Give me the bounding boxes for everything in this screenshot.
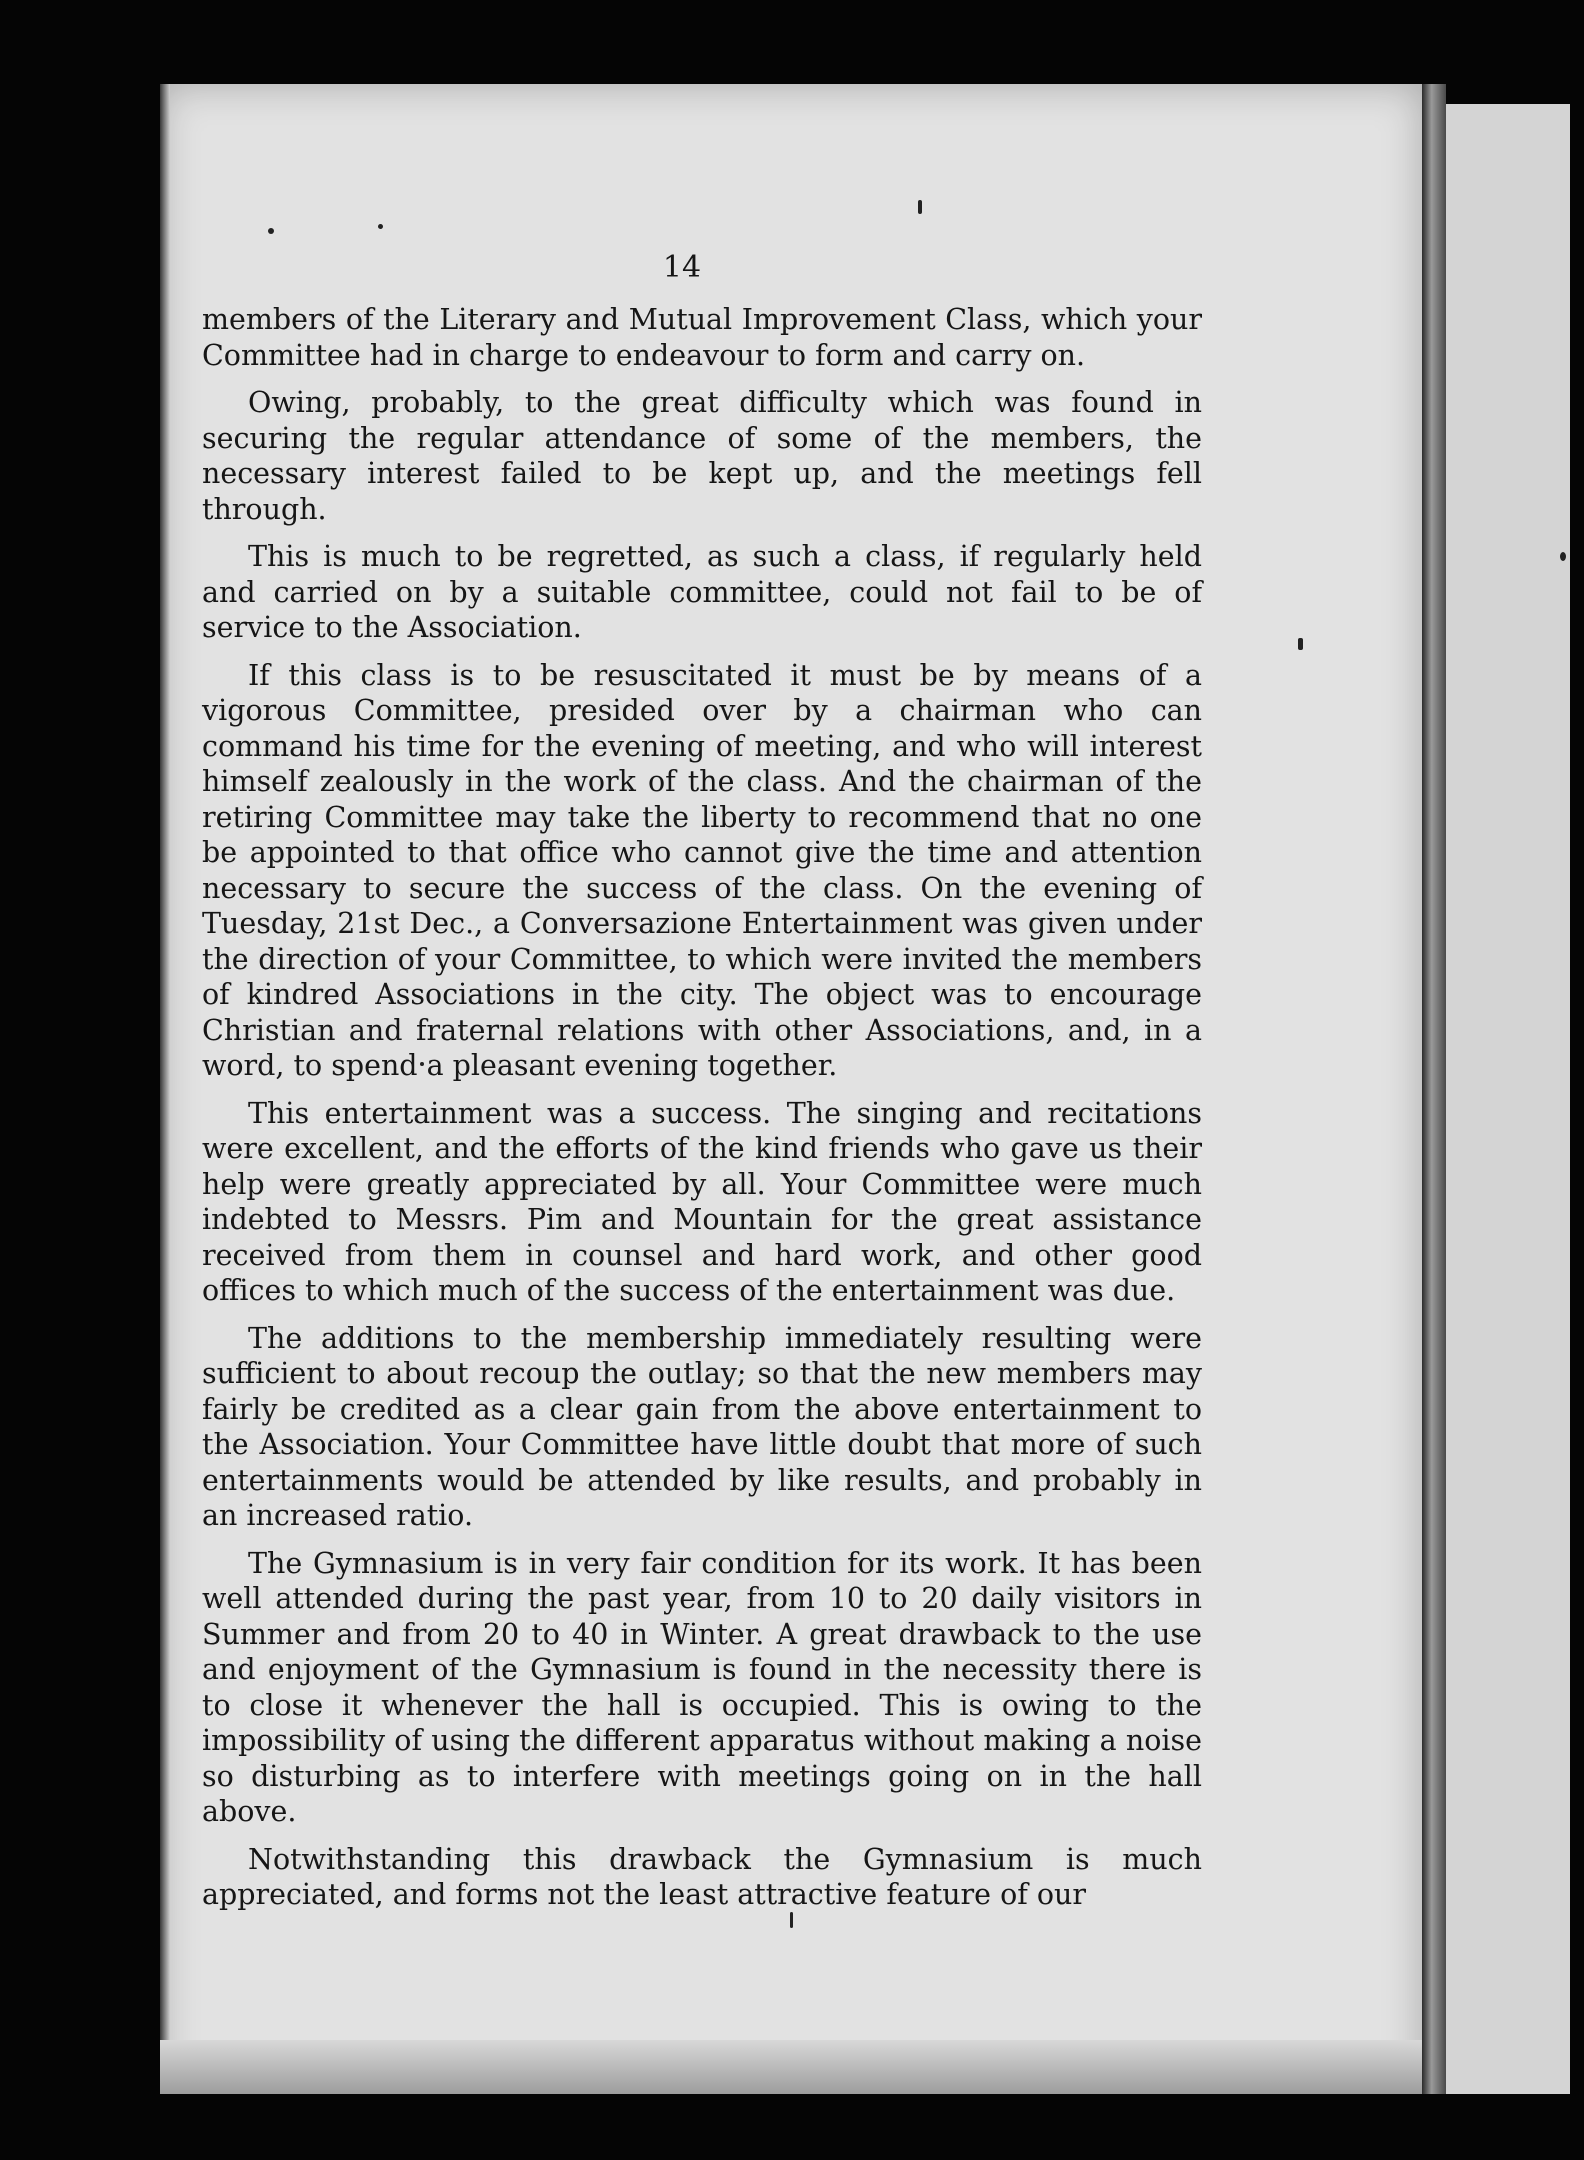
paragraph: The Gymnasium is in very fair condition for its work. It has been well attended during the past year, from 10 to 20 daily visitors in Summer and from 20 to 40 in Winter. A great drawback to the use and enjoyment of the Gymnasium is found in the necessity there is to close it whenever the hall is occupied. This is owing to the impossibility of using the different apparatus without making a noise so disturbing as to interfere with meetings going on in the hall above. — [202, 1546, 1202, 1828]
facing-page-edge — [1446, 104, 1570, 2094]
page-number: 14 — [662, 250, 702, 285]
page-text — [202, 248, 1202, 1925]
paragraph: This entertainment was a success. The singing and recitations were excellent, and the efforts of the kind friends who gave us their help were greatly appreciated by all. Your Committee were much indebted to Messrs. Pim and Mountain for the great assistance received from them in counsel and hard work, and other good offices to which much of the success of the entertainment was due. — [202, 1096, 1202, 1307]
print-speck — [1560, 552, 1566, 561]
paragraph: members of the Literary and Mutual Improvement Class, which your Committee had in charge to endeavour to form and carry on. — [202, 303, 1202, 372]
paragraph: This is much to be regretted, as such a class, if regularly held and carried on by a suitable committee, could not fail to be of service to the Association. — [202, 540, 1202, 644]
print-speck — [378, 224, 383, 229]
page-left-edge — [160, 84, 170, 2094]
print-speck — [268, 228, 274, 234]
paragraph: Notwithstanding this drawback the Gymnasium is much appreciated, and forms not the least attractive feature of our — [202, 1842, 1202, 1911]
book-gutter — [1422, 84, 1446, 2094]
print-speck — [1298, 638, 1303, 650]
paragraph: If this class is to be resuscitated it must be by means of a vigorous Committee, presided over by a chairman who can command his time for the evening of meeting, and who will interest himself zealously in the work of the class. And the chairman of the retiring Committee may take the liberty to recommend that no one be appointed to that office who cannot give the time and attention necessary to secure the success of the class. On the evening of Tuesday, 21st Dec., a Conversazione Entertainment was given under the direction of your Committee, to which were invited the members of kindred Associations in the city. The object was to encourage Christian and fraternal relations with other Associations, and, in a word, to spend a pleasant evening together. — [202, 658, 1202, 1082]
paragraph: The additions to the membership immediately resulting were sufficient to about recoup the outlay; so that the new members may fairly be credited as a clear gain from the above entertainment to the Association. Your Committee have little doubt that more of such entertainments would be attended by like results, and probably in an increased ratio. — [202, 1321, 1202, 1532]
page-bottom-shadow — [160, 2040, 1422, 2094]
paragraph: Owing, probably, to the great difficulty which was found in securing the regular attendance of some of the members, the necessary interest failed to be kept up, and the meetings fell through. — [202, 386, 1202, 526]
print-speck — [918, 200, 922, 214]
